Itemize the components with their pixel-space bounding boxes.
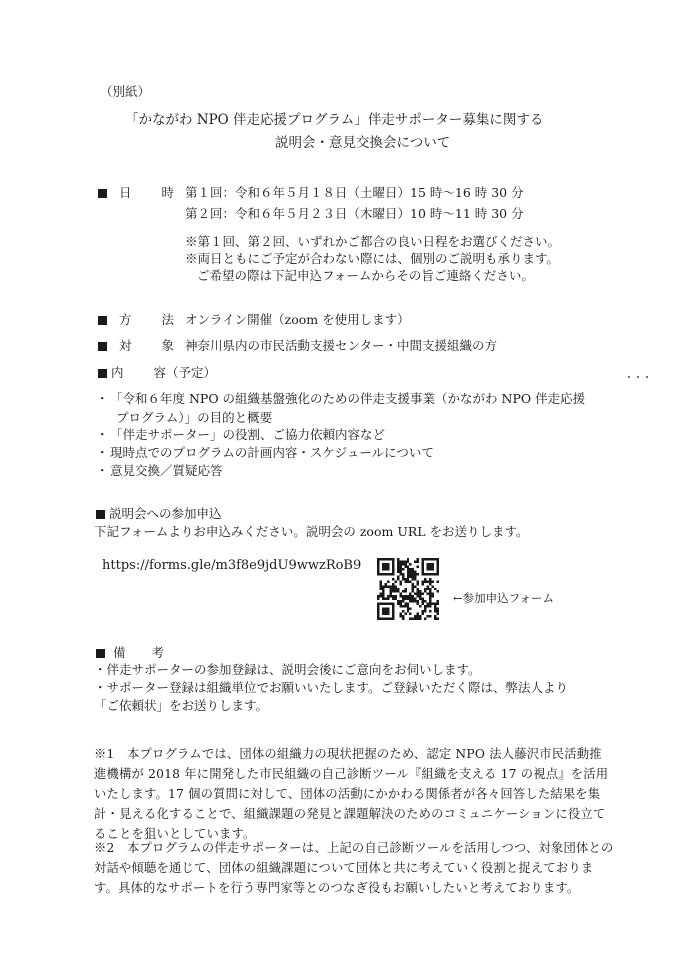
method-label: 方 法: [98, 310, 174, 328]
schedule-session-2: 第２回：令和６年５月２３日（木曜日）10 時～11 時 30 分: [185, 206, 524, 221]
content-bullet: ・: [96, 463, 109, 478]
content-bullet: ・: [96, 427, 109, 442]
square-bullet-icon: [98, 189, 107, 198]
schedule-label: 日 時: [98, 183, 174, 201]
target-label: 対 象: [98, 336, 174, 354]
schedule-note-1: ※第１回、第２回、いずれかご都合の良い日程をお選びください。: [185, 234, 561, 249]
qr-caption: ←参加申込フォーム: [453, 591, 555, 605]
application-url[interactable]: https://forms.gle/m3f8e9jdU9wwzRoB9: [102, 558, 362, 573]
square-bullet-icon: [98, 369, 107, 378]
title-line-2: 説明会・意見交換会について: [275, 135, 451, 151]
schedule-session-1: 第１回：令和６年５月１８日（土曜日）15 時～16 時 30 分: [185, 185, 524, 200]
attachment-tag: （別紙）: [100, 84, 151, 99]
schedule-note-2: ※両日ともにご予定が合わない際には、個別のご説明も承ります。: [185, 251, 560, 266]
content-item-4: 意見交換／質疑応答: [110, 463, 223, 478]
qr-code-icon[interactable]: [377, 558, 439, 620]
title-line-1: 「かながわ NPO 伴走応援プログラム」伴走サポーター募集に関する: [125, 112, 544, 128]
footnote-2: ※2 本プログラムの伴走サポーターは、上記の自己診断ツールを活用しつつ、対象団体との対話や傾聴を通じて、団体の組織課題について団体と共に考えていく役割と捉えております。具体的なサポートを行う専門家等とのつなぎ役もお願いしたいと考えております。: [94, 841, 614, 895]
schedule-note-3: ご希望の際は下記申込フォームからその旨ご連絡ください。: [197, 268, 534, 283]
content-bullet: ・: [96, 391, 109, 406]
remarks-line-3: 「ご依頼状」をお送りします。: [94, 698, 269, 713]
scan-speck: [628, 376, 630, 378]
square-bullet-icon: [96, 649, 105, 658]
scan-speck: [637, 376, 639, 378]
scan-speck: [646, 376, 648, 378]
content-item-1-line-1: 「令和６年度 NPO の組織基盤強化のための伴走支援事業（かながわ NPO 伴走応援: [110, 391, 586, 406]
content-item-1-line-2: プログラム）」の目的と概要: [116, 410, 273, 425]
content-label: 内 容（予定）: [98, 363, 216, 381]
remarks-label: 備 考: [96, 643, 164, 661]
footnote-1: ※1 本プログラムでは、団体の組織力の現状把握のため、認定 NPO 法人藤沢市民活動推進機構が 2018 年に開発した市民組織の自己診断ツール『組織を支える 17 の視点』を活用いたします。17 個の質問に対して、団体の活動にかかわる関係者が各々回答した結果を集計・見える化することで、組織課題の発見と課題解決のためのコミュニケーションに役立てることを狙いとしています。: [94, 747, 609, 841]
square-bullet-icon: [98, 316, 107, 325]
application-text: 下記フォームよりお申込みください。説明会の zoom URL をお送りします。: [94, 524, 529, 539]
remarks-line-1: ・伴走サポーターの参加登録は、説明会後にご意向をお伺いします。: [94, 662, 481, 677]
content-item-3: 現時点でのプログラムの計画内容・スケジュールについて: [110, 445, 434, 460]
remarks-line-2: ・サポーター登録は組織単位でお願いいたします。ご登録いただく際は、弊法人より: [94, 680, 569, 695]
method-value: オンライン開催（zoom を使用します）: [185, 312, 410, 327]
application-heading: 説明会への参加申込: [96, 504, 222, 522]
square-bullet-icon: [98, 342, 107, 351]
content-bullet: ・: [96, 445, 109, 460]
target-value: 神奈川県内の市民活動支援センター・中間支援組織の方: [185, 338, 498, 353]
square-bullet-icon: [96, 510, 105, 519]
content-item-2: 「伴走サポーター」の役割、ご協力依頼内容など: [110, 427, 386, 442]
